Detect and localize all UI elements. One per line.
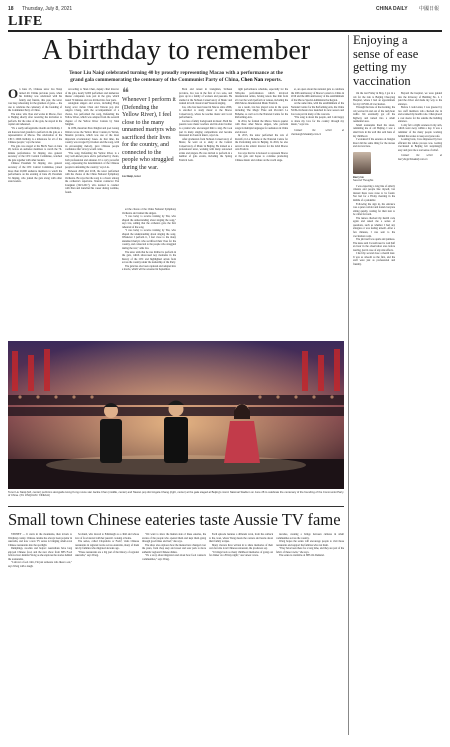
paragraph: SYDNEY — It starts in the mountains, then travels to Wenjiang county. Chinese cuisine has always been popular in Australia, and now a new TV series is bringing small-town Chinese restaurants into the spotlight. xyxy=(8,533,72,547)
main-column-3 xyxy=(122,208,176,338)
paragraph: Contact the writer at barryhe@chinadaily.com.cn xyxy=(398,154,442,161)
publication-name: CHINA DAILY xyxy=(376,6,408,12)
lower-headline: Small town Chinese eateries taste Aussie TV fame xyxy=(8,510,341,529)
paragraph: At the same time, with the establishment of the National Centre for the Performing Arts, the China NCPA Orchestra has launched its new season and Liu took part in many of the concerts. xyxy=(291,102,344,116)
photo-caption-text: Tenor Liu Naiqi (left, center) performs alongside Hong Kong movie star Jackie Chan (middle, center) and Taiwan pop idol Angela Chang (right, center) at the gala staged at Beijing's iconic National Stadium on June 28 to celebrate the centenary of the founding of the Communist Party of China. xyxy=(8,491,344,498)
opinion-headline-line: vaccination xyxy=(353,73,411,88)
subhead-author: Chen Nan xyxy=(240,76,264,83)
opinion-headline-line: Enjoying a xyxy=(353,33,408,47)
paragraph: According to Shen Chen, deputy chief director of the gala, nearly 6,000 performers and numerous theater companies took part in the gala, which lasted 70 minutes and was divided into four parts. xyxy=(65,88,119,102)
paragraph: "We want to show the human side of these eateries, the stories of the people who opened them and kept them going through good times and bad," she says. xyxy=(142,533,206,544)
paragraph: The gala was staged at the Bird's Nest on June 28, before an audience members to watch the 70-minute performance. Xi Jinping, also general secretary of the CPC Central Committee, watched the gala together with other leaders. xyxy=(8,144,62,162)
section-label: LIFE xyxy=(8,14,43,29)
column-divider xyxy=(348,35,349,735)
paragraph: Beyond the hospital, we were guided into the driveway of Building No. 2. I paid the driver and made my way to the entrance. xyxy=(398,92,442,106)
paragraph: The gala has also been captured and adapted into a movie, which will be screened in September. xyxy=(122,264,176,272)
main-column-5 xyxy=(235,88,288,338)
pull-quote xyxy=(122,85,176,179)
subhead-line-2-text: grand gala commemorating the centenary of the Communist Party of China, xyxy=(70,76,240,83)
paragraph: "I was lucky to receive training by Yan, who shaped the understanding about singing the song," says Liu, adding that the orchestra gave the first rehearsal of the song. xyxy=(122,215,176,229)
paragraph: I wondered if the eateries on Jiangtai Road did the same thing for the nurses and doctors here. xyxy=(353,138,395,149)
paragraph: "It brings back so many childhood memories of going out for dinner on a Friday night," one viewer wrote. xyxy=(209,550,273,558)
main-headline: A birthday to remember xyxy=(41,35,311,66)
paragraph: The series, called Chopsticks or Fork?, visits Chinese restaurants in regional towns across Australia, many of them run by families who migrated decades ago. xyxy=(75,540,139,551)
main-subhead xyxy=(8,70,344,83)
main-column-6 xyxy=(291,88,344,338)
opinion-headline xyxy=(353,34,443,88)
paragraph: Each episode features a different town, from the outback to the coast, where Wong meets the owners and learns about their family recipes. xyxy=(209,533,273,544)
columnist-column-name: Second Thoughts xyxy=(353,179,374,183)
paragraph: "The song is about the people, and I am happy to share my love for the country through my music," says Liu. xyxy=(291,116,344,127)
paragraph: Before I could enter, I was greeted by two staff members who checked me in and scanned my health code. I then placed a coat sleeve for the outside the building entrance. xyxy=(398,106,442,124)
paragraph: Small restaurants lined the street, reminding me of old Beijing. I saw a small hole in the wall that sold buns of my childhood. xyxy=(353,123,395,138)
paragraph: After graduation from Sichuan Conservatory of Music, he went on to study at the Central Conservatory of Music in Beijing. He trained as a professional tenor, working with many renowned artists and singers. He was invited to perform in a number of gala events, including the Spring Festival Gala. xyxy=(179,137,232,162)
opinion-headline-line: sense of ease xyxy=(353,46,419,61)
columnist-avatar xyxy=(353,152,371,174)
publication-name-cn: 中國日報 xyxy=(419,6,440,12)
quote-mark: ❝ xyxy=(122,85,129,100)
paragraph: Scotland, who moved to Edinburgh as a child and whose love of food started with her parents' cooking at home. xyxy=(75,533,139,540)
paragraph: "It's a really unforgettable month and birthday. I am honored and grateful to perform in the gala as a representative of Macao. The celebration of the CPC's 100th birthday is a milestone for all of the Chinese people," says the tenor. xyxy=(8,127,62,145)
lower-column-2 xyxy=(75,533,139,733)
lower-column-4 xyxy=(209,533,273,733)
paragraph: "The song, Defending the Yellow River, is a very well-known piece and is performed by choirs, both professional and amateur. It's a very powerful song, expressing the determination of the Chinese people in defending the country," says Liu. xyxy=(65,151,119,170)
pull-quote-text: Whenever I perform it (Defending the Yellow River), I feel close to the many unnamed martyrs who sacrificed their lives for the country, and connected to the people who struggled during the war. xyxy=(122,97,176,171)
paragraph: Alongside singers and actors, including Hong Kong actor Jackie Chan and Taiwan pop idol Angela Chang, with the accompaniment of a chorus, Liu performed the song, Defending the Yellow River, which was adapted from the seventh chapter of the Yellow River Cantata by Xian Xinghai. xyxy=(65,102,119,127)
opinion-column-1 xyxy=(353,92,395,730)
paragraph: Chinese President Xi Jinping, also general secretary of the CPC Central Committee, joined more than 20,000 audience members to watch the performance on the evening of June 28, President Xi Jinping, who joined the gala along with other state leaders. xyxy=(8,162,62,184)
paragraph: n June 25, Chinese tenor Liu Naiqi turned 40. Unlike previous years, when his birthday was celebrated with his family and friends, this year, the tenor was busy rehearsing for the grandest of galas — the one to celebrate the centenary of the founding of the Communist Party of China. xyxy=(8,88,62,113)
paragraph: Dumplings, noodles and hotpot: Australians have long enjoyed Chinese food, and the new show from SBS Food follows host Jennifer Wong as she explores the stories behind the restaurants. xyxy=(8,547,72,561)
pull-quote-attribution: Liu Naiqi, tenor xyxy=(122,175,141,178)
paragraph: Born and raised in Liangshan, Sichuan province, Liu was in the first of two sons, and grew up in a family of workers and peasants. He studied at the Sichuan Conservatory of Music and trained in both classical and Western singing. xyxy=(179,88,232,106)
paragraph: Many viewers have written in to share memories of their own favorite local Chinese restaurant, the producers say. xyxy=(209,543,273,551)
paragraph: The nurses checked my health code again and asked me a series of questions, such as whether I had any allergies or was feeling unwell. After a few minutes, I was sent to the vaccination room. xyxy=(353,216,395,238)
stage-photo-illustration xyxy=(8,341,344,489)
paragraph: In 1939, musician Xian Xinghai and poet Guang Weiran wrote the Yellow River Cantata in Yan'an, Shaanxi province, which was one of the most important revolutionary bases. At that time, the country was ravaged by invaders and the song, with its encouraging melody, gave Chinese people confidence that victory would come. xyxy=(65,127,119,152)
paragraph: "I was lucky to receive training by Yan, who shaped the understanding about singing the song. Whenever I perform it, I feel close to the many unnamed martyrs who sacrificed their lives for the country, and connected to the people who struggled during the war," adds Liu. xyxy=(122,229,176,251)
lower-column-3 xyxy=(142,533,206,733)
paragraph: Following the sign in, the entrance was a quiet corridor and found everyone sitting quietly, waiting for their turn to be called forward. xyxy=(353,202,395,217)
paragraph: The tenor, who lives and works in Macao, flew to Beijing shortly after receiving the invitation to perform. Per the rules of the gala, he stayed in the capital and rehearsed. xyxy=(8,112,62,127)
paragraph: The series is available on SBS On Demand. xyxy=(279,554,325,558)
paragraph: Wong hopes the series will encourage people to visit these restaurants and support the families who run them. xyxy=(276,540,344,547)
lower-column-5 xyxy=(276,533,344,733)
paragraph: "They have been there for a long time, and they are part of the fabric of these towns," she says. xyxy=(276,547,344,554)
paragraph: The show also explores how the menus have changed over the years, from chop suey and sweet and sour pork to more authentic regional Chinese dishes. xyxy=(142,543,206,554)
paragraph: I had my second dose a month later. It was as smooth as the first, and the staff were just as professional and friendly. xyxy=(353,252,395,266)
paragraph: Looking back, I was impressed by how efficient the whole process was. Getting vaccinated in Beijing felt surprisingly easy and gave me a real sense of relief. xyxy=(398,138,442,152)
paragraph: In 2015, the tenor performed the role of Rodolfo in La Boheme at the National Centre for the Performing Arts in Beijing. In 2016, he also served as the artistic director for the 22nd Macao Arts Festival. xyxy=(235,134,288,152)
paragraph: Between 2009 and 2018, the tenor performed with the chorus of the China National Symphony Orchestra. He says that the song is a classic among the orchestra's repertoire. Veteran conductor Yan Liangkun (1923-2017), who learned to conduct with Xian and launched his career during wartime, found- xyxy=(65,169,119,194)
subhead-line-1: Tenor Liu Naiqi celebrated turning 40 by proudly representing Macao with a performance at the xyxy=(69,70,283,76)
subhead-line-2 xyxy=(8,77,344,84)
paragraph: "I am not a food critic, I'm just someone who likes to eat," says Wong with a laugh. xyxy=(8,561,72,568)
paragraph: "These restaurants are a big part of the history of regional Australia," says Wong. xyxy=(75,550,139,558)
page-number: 18 xyxy=(8,6,14,12)
paragraph: On the last Friday in May, I got in a cab for the ride to Beijing Chaoyang Hospital, where I had an appointment for my COVID-19 vaccination. xyxy=(353,92,395,106)
opinion-headline-line: getting my xyxy=(353,60,407,74)
paragraph: decades, creating a bridge between cultures in small communities across the country. xyxy=(276,533,344,540)
paragraph: Liu has a family background in music. Both his parents were music teachers and his elder brother is a pianist who encouraged him to sing. He took part in many singing competitions and became interested in classical music, says Liu. xyxy=(179,119,232,138)
section-rule xyxy=(8,30,442,32)
main-photo xyxy=(8,341,344,489)
paragraph: In 2014, he formed the Macao Tenors quartet with three other Macao singers, who perform songs in multiple languages for audiences in China and abroad. xyxy=(235,119,288,134)
drop-cap: O xyxy=(8,88,19,101)
paragraph: I only felt a slight soreness in my arm, which went away within a day. It was a reminder of the many people working behind the scenes to keep everyone safe. xyxy=(398,123,442,138)
columnist-name: Barry He xyxy=(353,175,364,179)
paragraph: er, an opera about the national gala to celebrate the 20th anniversary of Macao's return to China in 2019 and the 40th anniversary of the establishment of the Macao Special Administrative Region. xyxy=(291,88,344,102)
paragraph: tight performance schedule, especially for the 50th-plus performances which involved international artists, having tenors like him from all over the world perform at venues, including the 26th Macao International Music Festival. xyxy=(235,88,288,106)
paragraph: ed the chorus of the China National Symphony Orchestra and trained the singers. xyxy=(122,208,176,215)
paragraph: Contact the writer at chennan@chinadaily.com.cn xyxy=(291,129,344,136)
lower-column-1 xyxy=(8,533,72,733)
photo-credit: (XU JINQUAN / XINHUA) xyxy=(19,494,50,498)
paragraph: Through the haze of the morning, the cab weaved in and out of the rush hour traffic. We eventually got off the highway and turned into a small residential area. xyxy=(353,106,395,124)
paragraph: "It's a story about migration and about how food connects communities," says Wong. xyxy=(142,554,206,561)
paragraph: As a result, Liu has played roles in the opera including The Magic Flute and Puccini's La Boheme, as well as in the National Centre for the Performing Arts. xyxy=(235,105,288,120)
page-date: Thursday, July 8, 2021 xyxy=(22,6,73,12)
opinion-column-2 xyxy=(398,92,442,730)
story-divider xyxy=(8,506,344,507)
paragraph: Liu, who has been based in Macao since 2006, is enrolled to study music at the Macao Conservatory, where he teaches music and vocal performance. xyxy=(179,105,232,120)
main-column-2 xyxy=(65,88,119,338)
subhead-reports: reports. xyxy=(264,76,282,83)
paragraph: Liu says that he is honored to represent Macao at the gala and hopes to continue promoting Chinese music and culture on the world stage. xyxy=(235,151,288,162)
main-column-1 xyxy=(8,88,62,338)
main-column-4 xyxy=(179,88,232,338)
paragraph: I was expecting a long line of elderly citizens and people like myself, but instead there were none to be found. Not bad for a Friday morning in the middle of a pandemic. xyxy=(353,184,395,203)
paragraph: The jab itself was quick and painless. The nurse said I would need to wait half an hour in the observation area before leaving, just in case of any side effects. xyxy=(353,238,395,252)
paragraph: The tenor adds that he was thrilled to perform in the gala, which showcased key moments in the history of the CPC and highlighted artists from across the country under the leadership of the Party. xyxy=(122,250,176,265)
photo-caption xyxy=(8,491,344,498)
